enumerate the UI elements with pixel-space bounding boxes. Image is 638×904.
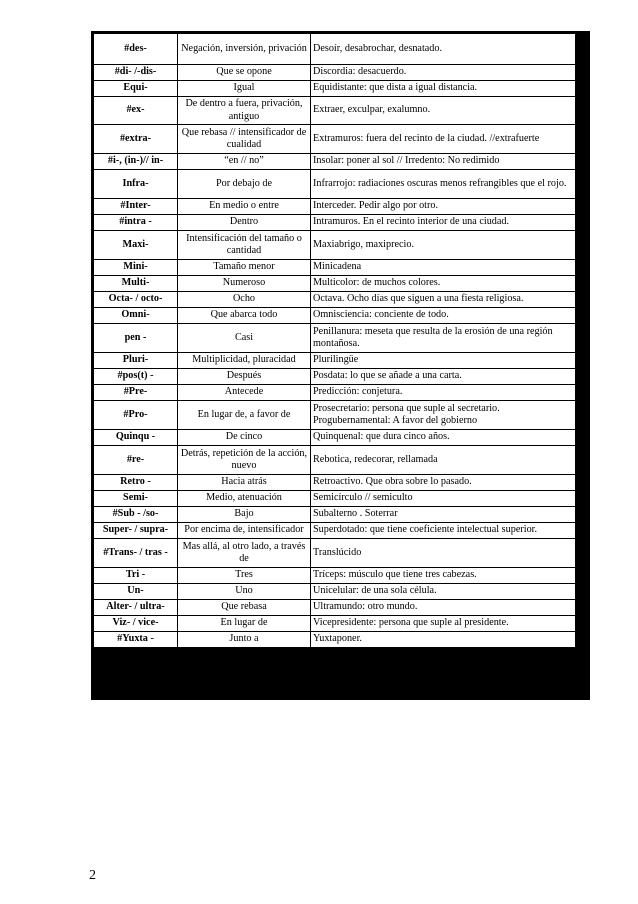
table-row [94, 385, 576, 401]
example-cell: Desoír, desabrochar, desnatado. [311, 34, 576, 65]
meaning-cell: Junto a [178, 632, 311, 648]
table-row [94, 260, 576, 276]
table-row [94, 97, 576, 125]
example-cell: Superdotado: que tiene coeficiente intelectual superior. [311, 523, 576, 539]
example-cell: Penillanura: meseta que resulta de la erosión de una región montañosa. [311, 324, 576, 353]
table-row [94, 632, 576, 648]
prefix-cell: Pluri- [94, 353, 178, 369]
prefix-cell: Super- / supra- [94, 523, 178, 539]
table-row [94, 568, 576, 584]
table-row [94, 292, 576, 308]
meaning-cell: Que abarca todo [178, 308, 311, 324]
meaning-cell: Que rebasa [178, 600, 311, 616]
prefix-cell: #ex- [94, 97, 178, 125]
prefix-table-body [94, 34, 576, 648]
example-cell: Predicción: conjetura. [311, 385, 576, 401]
example-cell: Extraer, exculpar, exalumno. [311, 97, 576, 125]
example-cell: Minicadena [311, 260, 576, 276]
example-cell: Omnisciencia: conciente de todo. [311, 308, 576, 324]
example-cell: Rebotica, redecorar, rellamada [311, 446, 576, 475]
table-row [94, 353, 576, 369]
table-row [94, 584, 576, 600]
prefix-cell: #Trans- / tras - [94, 539, 178, 568]
prefix-cell: Alter- / ultra- [94, 600, 178, 616]
prefix-cell: #di- /-dis- [94, 65, 178, 81]
example-cell: Extramuros: fuera del recinto de la ciudad. //extrafuerte [311, 125, 576, 154]
example-cell: Quinquenal: que dura cinco años. [311, 430, 576, 446]
prefix-cell: Tri - [94, 568, 178, 584]
example-cell: Discordia: desacuerdo. [311, 65, 576, 81]
prefix-cell: #re- [94, 446, 178, 475]
example-cell: Equidistante: que dista a igual distancia. [311, 81, 576, 97]
meaning-cell: Por debajo de [178, 170, 311, 199]
table-row [94, 276, 576, 292]
example-cell: Insolar: poner al sol // Irredento: No redimido [311, 154, 576, 170]
table-row [94, 539, 576, 568]
example-cell: Multicolor: de muchos colores. [311, 276, 576, 292]
example-cell: Posdata: lo que se añade a una carta. [311, 369, 576, 385]
meaning-cell: Igual [178, 81, 311, 97]
meaning-cell: Uno [178, 584, 311, 600]
table-row [94, 446, 576, 475]
meaning-cell: Ocho [178, 292, 311, 308]
table-row [94, 215, 576, 231]
prefix-cell: Equi- [94, 81, 178, 97]
meaning-cell: Casi [178, 324, 311, 353]
meaning-cell: Multiplicidad, pluracidad [178, 353, 311, 369]
prefix-cell: Viz- / vice- [94, 616, 178, 632]
example-cell: Intramuros. En el recinto interior de una ciudad. [311, 215, 576, 231]
table-row [94, 523, 576, 539]
example-cell: Translúcido [311, 539, 576, 568]
prefix-cell: #des- [94, 34, 178, 65]
table-row [94, 231, 576, 260]
prefix-cell: #Sub - /so- [94, 507, 178, 523]
meaning-cell: Intensificación del tamaño o cantidad [178, 231, 311, 260]
meaning-cell: Tres [178, 568, 311, 584]
example-cell: Octava. Ocho días que siguen a una fiesta religiosa. [311, 292, 576, 308]
prefix-cell: #i-, (in-)// in- [94, 154, 178, 170]
prefix-cell: #Yuxta - [94, 632, 178, 648]
example-cell: Subalterno . Soterrar [311, 507, 576, 523]
table-row [94, 125, 576, 154]
prefix-cell: #Inter- [94, 199, 178, 215]
meaning-cell: Detrás, repetición de la acción, nuevo [178, 446, 311, 475]
prefix-cell: Semi- [94, 491, 178, 507]
example-cell: Prosecretario: persona que suple al secretario. Progubernamental: A favor del gobierno [311, 401, 576, 430]
prefix-cell: Omni- [94, 308, 178, 324]
meaning-cell: Bajo [178, 507, 311, 523]
table-row [94, 491, 576, 507]
meaning-cell: En lugar de [178, 616, 311, 632]
example-cell: Unicelular: de una sola célula. [311, 584, 576, 600]
table-row [94, 34, 576, 65]
prefix-cell: #Pre- [94, 385, 178, 401]
prefix-cell: Retro - [94, 475, 178, 491]
meaning-cell: Dentro [178, 215, 311, 231]
table-row [94, 170, 576, 199]
table-row [94, 369, 576, 385]
page-number: 2 [89, 868, 96, 883]
table-row [94, 475, 576, 491]
example-cell: Interceder. Pedir algo por otro. [311, 199, 576, 215]
meaning-cell: Medio, atenuación [178, 491, 311, 507]
meaning-cell: Que rebasa // intensificador de cualidad [178, 125, 311, 154]
example-cell: Infrarrojo: radiaciones oscuras menos refrangibles que el rojo. [311, 170, 576, 199]
table-row [94, 616, 576, 632]
prefix-cell: Mini- [94, 260, 178, 276]
prefix-cell: Maxi- [94, 231, 178, 260]
prefix-cell: #pos(t) - [94, 369, 178, 385]
meaning-cell: Hacia atrás [178, 475, 311, 491]
meaning-cell: De dentro a fuera, privación, antiguo [178, 97, 311, 125]
meaning-cell: “en // no” [178, 154, 311, 170]
example-cell: Tríceps: músculo que tiene tres cabezas. [311, 568, 576, 584]
meaning-cell: Por encima de, intensificador [178, 523, 311, 539]
meaning-cell: En medio o entre [178, 199, 311, 215]
meaning-cell: Después [178, 369, 311, 385]
example-cell: Yuxtaponer. [311, 632, 576, 648]
prefix-cell: Quinqu - [94, 430, 178, 446]
meaning-cell: Que se opone [178, 65, 311, 81]
table-row [94, 324, 576, 353]
table-row [94, 154, 576, 170]
meaning-cell: Tamaño menor [178, 260, 311, 276]
meaning-cell: Mas allá, al otro lado, a través de [178, 539, 311, 568]
table-row [94, 401, 576, 430]
example-cell: Maxiabrigo, maxiprecio. [311, 231, 576, 260]
example-cell: Plurilingüe [311, 353, 576, 369]
prefix-cell: Octa- / octo- [94, 292, 178, 308]
meaning-cell: Numeroso [178, 276, 311, 292]
table-row [94, 199, 576, 215]
table-row [94, 65, 576, 81]
prefix-cell: #Pro- [94, 401, 178, 430]
table-row [94, 81, 576, 97]
prefix-table [93, 33, 576, 648]
table-row [94, 430, 576, 446]
table-row [94, 308, 576, 324]
prefix-cell: Infra- [94, 170, 178, 199]
example-cell: Vicepresidente: persona que suple al presidente. [311, 616, 576, 632]
prefix-cell: Multi- [94, 276, 178, 292]
meaning-cell: Negación, inversión, privación [178, 34, 311, 65]
meaning-cell: De cinco [178, 430, 311, 446]
example-cell: Retroactivo. Que obra sobre lo pasado. [311, 475, 576, 491]
prefix-cell: #extra- [94, 125, 178, 154]
prefix-cell: Un- [94, 584, 178, 600]
prefix-cell: pen - [94, 324, 178, 353]
meaning-cell: Antecede [178, 385, 311, 401]
meaning-cell: En lugar de, a favor de [178, 401, 311, 430]
example-cell: Ultramundo: otro mundo. [311, 600, 576, 616]
table-row [94, 507, 576, 523]
prefix-cell: #intra - [94, 215, 178, 231]
example-cell: Semicírculo // semiculto [311, 491, 576, 507]
table-row [94, 600, 576, 616]
